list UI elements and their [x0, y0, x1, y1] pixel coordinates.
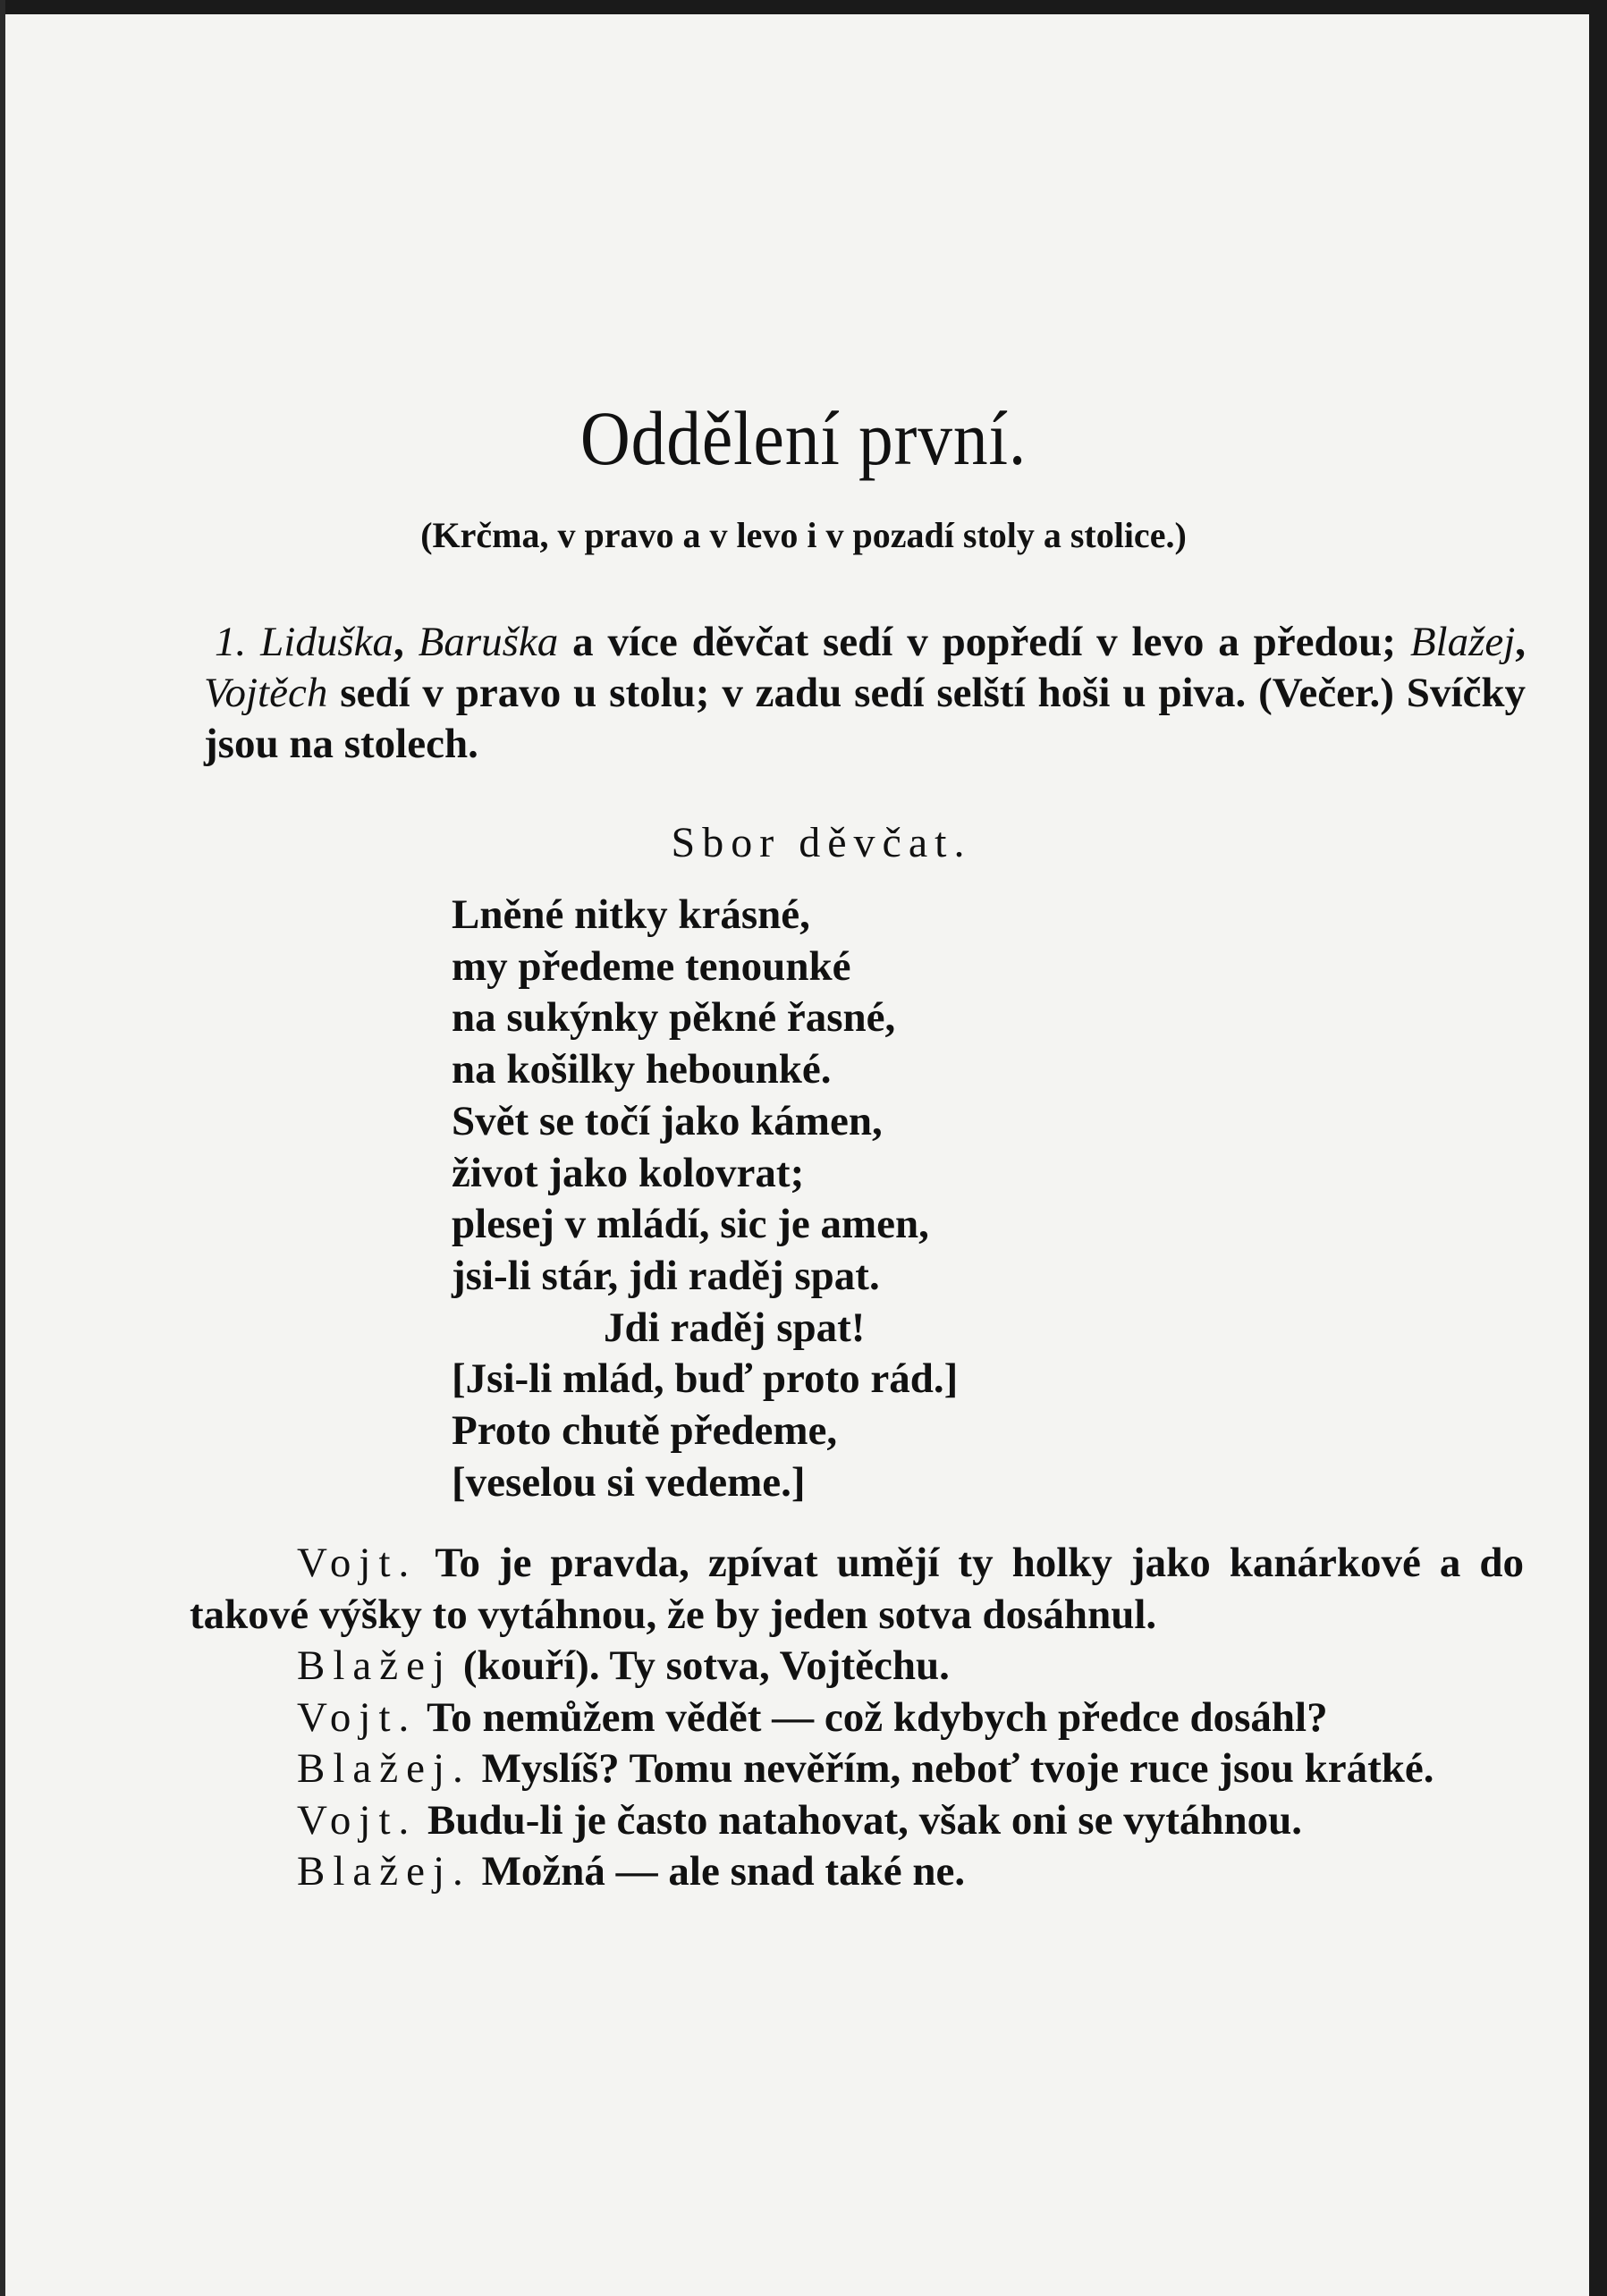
- speaker-name: Vojt.: [297, 1693, 418, 1741]
- line-text: To je pravda, zpívat umějí ty holky jako kanárkové a do takové výšky to vytáhnou, že by jeden sotva dosáhnul.: [190, 1540, 1524, 1638]
- verse-line: Proto chutě předeme,: [452, 1407, 838, 1455]
- verse-line: Svět se točí jako kámen,: [452, 1097, 883, 1144]
- speaker-name: Blažej: [297, 1642, 453, 1689]
- section-title: Oddělení první.: [579, 395, 1028, 481]
- verse-line: život jako kolovrat;: [452, 1149, 805, 1196]
- dialogue-line: [190, 1538, 1524, 1641]
- speaker-name: Vojt.: [297, 1540, 418, 1586]
- character-name: Vojtěch: [204, 670, 328, 716]
- line-text: Možná — ale snad také ne.: [481, 1848, 966, 1895]
- character-name: Baruška: [418, 619, 559, 665]
- stage-direction: 1. Liduška, Baruška a více děvčat sedí v popředí v levo a předou; Blažej, Vojtěch sedí v pravo u stolu; v zadu sedí selští hoši u piva. (Večer.) Svíčky jsou na stolech.: [204, 619, 1527, 767]
- direction-text: a více děvčat sedí v popředí v levo a předou;: [572, 619, 1396, 665]
- verse-line: Jdi raděj spat!: [604, 1304, 866, 1351]
- choir-heading: Sbor děvčat.: [671, 819, 972, 866]
- scan-border-right: [1589, 0, 1607, 2296]
- verse-line: na sukýnky pěkné řasné,: [452, 994, 896, 1042]
- stage-setting: (Krčma, v pravo a v levo i v pozadí stoly a stolice.): [420, 515, 1187, 555]
- scene-number: 1.: [215, 619, 247, 665]
- character-name: Blažej: [1409, 619, 1516, 665]
- dialogue-line: [190, 1795, 1524, 1847]
- verse-line: [Jsi-li mlád, buď proto rád.]: [452, 1355, 959, 1403]
- direction-text: sedí v pravo u stolu; v zadu sedí selští hoši u piva. (Večer.) Svíčky jsou na stolech.: [204, 670, 1527, 767]
- dialogue-line: [190, 1743, 1524, 1795]
- speaker-name: Blažej.: [297, 1745, 471, 1792]
- character-name: Liduška: [260, 619, 393, 665]
- scan-border-left: [0, 0, 5, 2296]
- speaker-name: Vojt.: [297, 1796, 418, 1844]
- verse-line: plesej v mládí, sic je amen,: [452, 1201, 929, 1248]
- dialogue-line: [190, 1846, 1524, 1898]
- verse-line: Lněné nitky krásné,: [452, 891, 810, 938]
- scan-border-top: [0, 0, 1607, 14]
- line-text: Budu-li je často natahovat, však oni se vytáhnou.: [427, 1796, 1303, 1844]
- line-text: To nemůžem vědět — což kdybych předce dosáhl?: [427, 1693, 1328, 1741]
- song-verses: [452, 890, 1256, 1508]
- line-text: Myslíš? Tomu nevěřím, neboť tvoje ruce jsou krátké.: [481, 1745, 1434, 1792]
- verse-line: my předeme tenounké: [452, 942, 851, 990]
- dialogue-line: [190, 1692, 1524, 1744]
- dialogue-line: [190, 1641, 1524, 1692]
- speaker-name: Blažej.: [297, 1848, 471, 1895]
- line-text: (kouří). Ty sotva, Vojtěchu.: [462, 1642, 950, 1689]
- verse-line: na košilky hebounké.: [452, 1046, 832, 1093]
- verse-line: [veselou si vedeme.]: [452, 1458, 806, 1506]
- dialogue: [190, 1538, 1524, 1898]
- verse-line: jsi-li stár, jdi raděj spat.: [452, 1252, 880, 1299]
